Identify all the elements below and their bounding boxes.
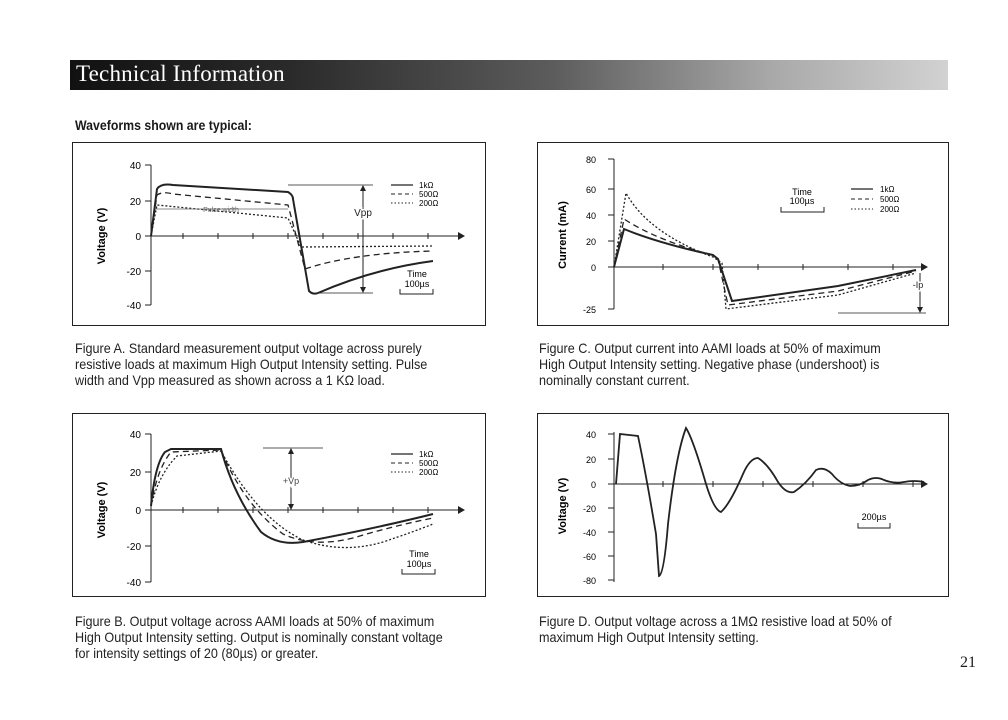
figure-a-plot [73,143,487,327]
figure-d-panel [537,413,949,597]
figure-c-plot [538,143,950,327]
y-tick-label: 40 [129,430,141,441]
y-tick-label: 20 [585,237,596,247]
y-tick-label: 0 [135,232,141,243]
legend-500: 500Ω [419,190,439,199]
figure-c-panel [537,142,949,326]
section-banner [70,60,948,90]
time-scale-bar [402,569,435,574]
waveform-200 [151,205,433,247]
legend-200: 200Ω [880,205,900,214]
figure-a-caption: Figure A. Standard measurement output voltage across purely resistive loads at maximum High Output Intensity setting. Pulse width and Vpp measured as shown across a 1 KΩ load. [75,340,428,388]
y-tick-label: 0 [590,480,596,490]
y-tick-label: -80 [582,576,596,586]
y-axis-label: Current (mA) [557,201,569,269]
y-tick-label: -60 [582,552,596,562]
time-label: Time [407,269,427,279]
y-tick-label: 20 [129,468,141,479]
waveform-1k [614,229,916,301]
legend-200: 200Ω [419,468,439,477]
y-tick-label: -20 [582,504,596,514]
y-tick-label: 60 [585,185,596,195]
legend-500: 500Ω [419,459,439,468]
legend-1k: 1kΩ [419,450,434,459]
legend-500: 500Ω [880,195,900,204]
waveform-500 [151,193,433,269]
y-tick-label: -40 [126,301,141,312]
y-tick-label: 20 [129,197,141,208]
vp-label: +Vp [282,476,300,486]
x-axis-arrow [458,232,465,240]
time-scale-bar [781,207,824,212]
figure-b-caption: Figure B. Output voltage across AAMI loads at 50% of maximum High Output Intensity setting. Output is nominally constant voltage for intensity settings of 20 (80µs) or greater. [75,613,443,661]
time-scale-label: 100µs [406,559,432,569]
waveform-500 [151,450,433,542]
waveform-200 [151,451,433,548]
waveform-1m [616,428,924,576]
waveform-500 [614,219,916,305]
x-axis-arrow [458,506,465,514]
time-label: Time [792,187,812,197]
pulse-width-label: Pulse width [203,207,239,214]
y-tick-label: -20 [126,267,141,278]
y-tick-label: 0 [590,263,596,273]
y-tick-label: 40 [585,430,596,440]
y-tick-label: 20 [585,455,596,465]
page-number: 21 [960,654,976,671]
ip-label: -Ip [912,280,924,290]
y-tick-label: -20 [126,542,141,553]
figure-b-plot [73,414,487,598]
y-tick-label: 80 [585,155,596,165]
legend-1k: 1kΩ [880,185,895,194]
waveform-1k [151,449,433,543]
y-tick-label: 40 [585,211,596,221]
time-scale-bar [400,289,433,294]
waveform-200 [614,193,916,309]
vpp-label: Vpp [354,208,372,219]
figure-d-plot [538,414,950,598]
figure-a-panel [72,142,486,326]
legend-1k: 1kΩ [419,181,434,190]
waveform-1k [151,185,433,294]
time-scale-label: 200µs [861,512,887,522]
time-scale-bar [858,523,890,528]
x-axis-arrow [921,263,928,271]
time-scale-label: 100µs [789,196,815,206]
figure-b-panel [72,413,486,597]
section-title: Technical Information [76,61,285,86]
y-tick-label: -40 [582,528,596,538]
y-axis-label: Voltage (V) [557,477,569,535]
figure-c-caption: Figure C. Output current into AAMI loads at 50% of maximum High Output Intensity setting. Negative phase (undershoot) is nominally constant current. [539,340,881,388]
y-tick-label: -25 [582,305,596,315]
y-axis-label: Voltage (V) [96,481,108,539]
legend-200: 200Ω [419,199,439,208]
waveforms-subheading: Waveforms shown are typical: [75,117,252,133]
y-tick-label: 40 [129,161,141,172]
figure-d-caption: Figure D. Output voltage across a 1MΩ resistive load at 50% of maximum High Output Intensity setting. [539,613,892,645]
time-scale-label: 100µs [404,279,430,289]
y-tick-label: 0 [135,506,141,517]
time-label: Time [409,549,429,559]
y-tick-label: -40 [126,578,141,589]
y-axis-label: Voltage (V) [96,207,108,265]
